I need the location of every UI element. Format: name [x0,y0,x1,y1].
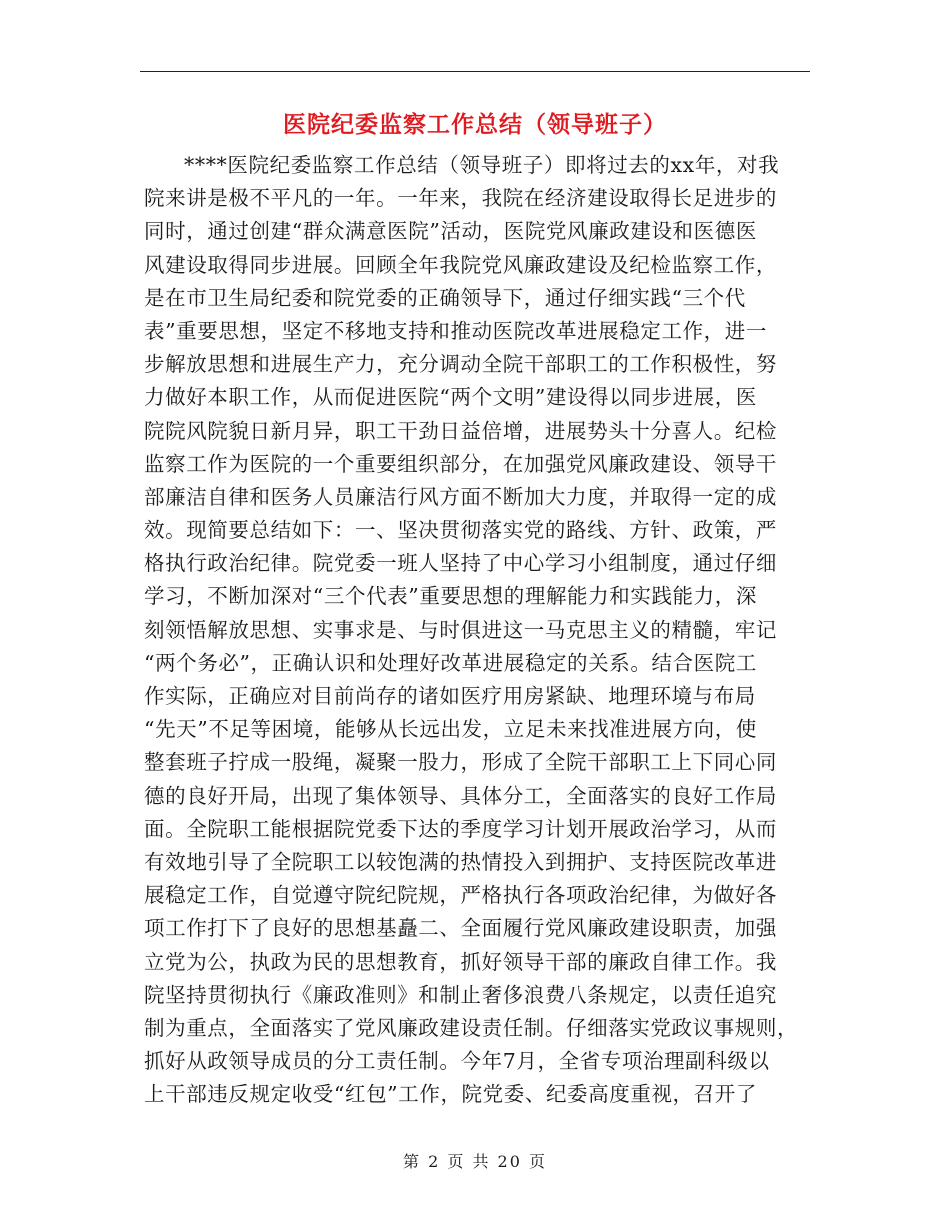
body-line: 整套班子拧成一股绳，凝聚一股力，形成了全院干部职工上下同心同 [144,750,777,775]
body-line: 格执行政治纪律。院党委一班人坚持了中心学习小组制度，通过仔细 [144,551,777,576]
body-line: 部廉洁自律和医务人员廉洁行风方面不断加大力度，并取得一定的成 [144,484,777,509]
body-line: “先天”不足等困境，能够从长远出发，立足未来找准进展方向，使 [144,717,757,742]
body-line: 风建设取得同步进展。回顾全年我院党风廉政建设及纪检监察工作， [144,252,777,277]
body-line: ****医院纪委监察工作总结（领导班子）即将过去的xx年，对我 [184,153,780,177]
document-body [144,149,810,1111]
body-line: 院坚持贯彻执行《廉政准则》和制止奢侈浪费八条规定，以责任追究 [144,982,777,1007]
body-line: 表”重要思想，坚定不移地支持和推动医院改革进展稳定工作，进一 [144,318,767,343]
body-line: 监察工作为医院的一个重要组织部分，在加强党风廉政建设、领导干 [144,451,777,476]
body-line: “两个务必”，正确认识和处理好改革进展稳定的关系。结合医院工 [144,650,757,675]
body-line: 院来讲是极不平凡的一年。一年来，我院在经济建设取得长足进步的 [144,186,777,211]
body-line: 德的良好开局，出现了集体领导、具体分工，全面落实的良好工作局 [144,783,777,808]
body-line: 力做好本职工作，从而促进医院“两个文明”建设得以同步进展，医 [144,385,757,410]
body-line: 刻领悟解放思想、实事求是、与时俱进这一马克思主义的精髓，牢记 [144,617,777,642]
body-line: 效。现简要总结如下：一、坚决贯彻落实党的路线、方针、政策，严 [144,518,777,543]
body-line: 项工作打下了良好的思想基矗二、全面履行党风廉政建设职责，加强 [144,916,777,941]
body-line: 面。全院职工能根据院党委下达的季度学习计划开展政治学习，从而 [144,816,777,841]
page-number-footer: 第 2 页 共 20 页 [403,1152,547,1171]
document-title: 医院纪委监察工作总结（领导班子） [283,111,667,138]
body-line: 是在市卫生局纪委和院党委的正确领导下，通过仔细实践“三个代 [144,285,746,310]
body-line: 作实际，正确应对目前尚存的诸如医疗用房紧缺、地理环境与布局 [144,684,756,708]
body-line: 步解放思想和进展生产力，充分调动全院干部职工的工作积极性，努 [144,352,777,377]
body-line: 展稳定工作，自觉遵守院纪院规，严格执行各项政治纪律，为做好各 [144,883,777,908]
body-line: 抓好从政领导成员的分工责任制。今年7月，全省专项治理副科级以 [144,1049,770,1074]
header-rule [140,71,810,72]
body-line: 立党为公，执政为民的思想教育，抓好领导干部的廉政自律工作。我 [144,949,777,974]
body-line: 院院风院貌日新月异，职工干劲日益倍增，进展势头十分喜人。纪检 [144,418,777,443]
body-line: 有效地引导了全院职工以较饱满的热情投入到拥护、支持医院改革进 [144,849,777,874]
body-line: 同时，通过创建“群众满意医院”活动，医院党风廉政建设和医德医 [144,219,757,244]
body-line: 学习，不断加深对“三个代表”重要思想的理解能力和实践能力，深 [144,584,757,609]
body-line: 上干部违反规定收受“红包”工作，院党委、纪委高度重视，召开了 [144,1082,757,1107]
body-line: 制为重点，全面落实了党风廉政建设责任制。仔细落实党政议事规则， [144,1015,799,1040]
